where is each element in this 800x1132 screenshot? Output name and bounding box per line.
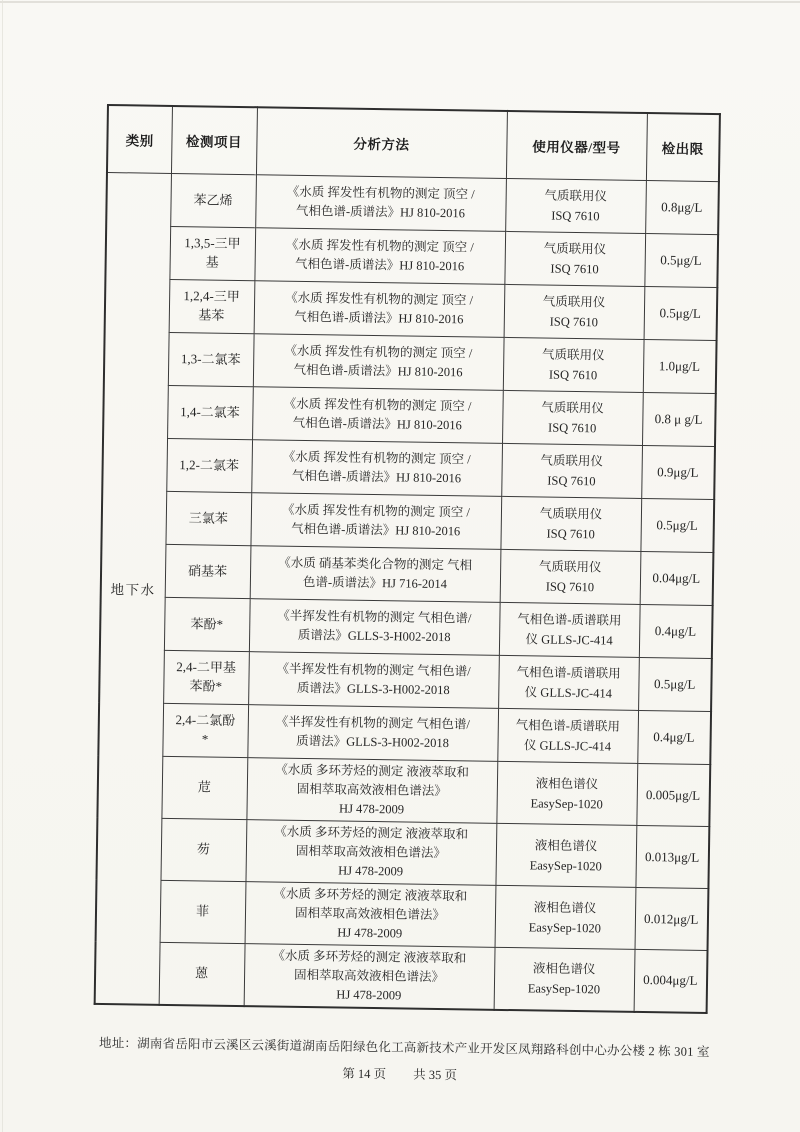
header-limit: 检出限 [646,113,720,182]
instrument-cell-line: ISQ 7610 [550,261,599,277]
method-cell-line: HJ 478-2009 [337,925,403,941]
table-row [101,490,714,552]
limit-cell: 0.8 μ g/L [642,392,716,446]
method-cell-line: 《水质 挥发性有机物的测定 顶空 / [286,184,475,202]
instrument-cell [501,443,642,498]
instrument-cell-line: 气质联用仪 [541,347,605,363]
item-cell [162,703,248,757]
method-cell-line: HJ 478-2009 [339,801,405,817]
instrument-cell-line: 气质联用仪 [539,506,603,522]
instrument-cell-line: ISQ 7610 [551,208,600,224]
item-cell [168,332,254,386]
item-cell [160,880,246,943]
method-cell [249,599,500,656]
method-cell-line: 质谱法》GLLS-3-H002-2018 [296,680,450,698]
item-cell-line: 基 [205,254,219,270]
instrument-cell-line: EasySep-1020 [529,857,602,873]
method-cell-line: 质谱法》GLLS-3-H002-2018 [297,627,451,645]
item-cell-line: 三氯苯 [188,509,228,526]
instrument-cell-line: EasySep-1020 [530,795,603,811]
table-row [101,543,714,605]
instrument-cell [494,947,635,1011]
footer-page [93,1059,707,1086]
footer-page-total: 共 35 页 [413,1067,458,1082]
instrument-cell-line: 气质联用仪 [543,241,607,257]
instrument-cell-line: ISQ 7610 [549,314,599,330]
method-cell-line: 《水质 挥发性有机物的测定 顶空 / [284,343,473,361]
instrument-cell [495,823,636,887]
instrument-cell [500,496,641,551]
footer-page-current: 第 14 页 [342,1066,387,1081]
method-cell-line: 《水质 多环芳烃的测定 液液萃取和 [273,886,468,904]
item-cell-line: 芴 [196,841,211,857]
instrument-cell-line: 气质联用仪 [544,188,608,204]
table-row [100,596,713,658]
method-cell-line: 气相色谱-质谱法》HJ 810-2016 [295,203,466,221]
detection-methods-table [94,104,721,1014]
instrument-cell [504,231,645,286]
scan-edge-top [0,1,800,3]
instrument-cell [497,708,638,763]
header-category: 类别 [107,105,172,173]
method-cell-line: 固相萃取高效液相色谱法》 [295,844,447,861]
table-row [102,437,715,499]
method-cell-line: 气相色谱-质谱法》HJ 810-2016 [292,415,462,433]
method-cell-line: 《半挥发性有机物的测定 气相色谱/ [276,661,471,679]
method-cell-line: 气相色谱-质谱法》HJ 810-2016 [291,521,461,539]
item-cell [164,597,250,651]
method-cell-line: 《水质 挥发性有机物的测定 顶空 / [282,449,471,467]
item-cell-line: 苊 [197,779,211,795]
limit-cell: 0.5μg/L [640,498,714,552]
item-cell-line: 2,4-二氯酚 [175,712,236,729]
document-sheet [93,104,721,1087]
item-cell-line: 蒽 [194,965,209,981]
method-cell-line: 《水质 多环芳烃的测定 液液萃取和 [274,824,469,842]
item-cell [166,438,252,492]
item-cell-line: 1,3-二氯苯 [180,350,241,367]
instrument-cell [498,655,639,710]
instrument-cell-line: 气相色谱-质谱联用 [515,718,621,734]
item-cell [160,818,246,881]
instrument-cell-line: EasySep-1020 [527,981,601,997]
limit-cell: 0.4μg/L [637,710,711,764]
item-cell [165,491,251,545]
item-cell [161,756,247,819]
instrument-cell [502,390,643,445]
item-cell-line: 1,4-二氯苯 [180,403,240,420]
instrument-cell-line: 仪 GLLS-JC-414 [524,685,612,701]
method-cell [255,175,506,232]
header-instrument: 使用仪器/型号 [506,111,647,181]
limit-cell: 0.012μg/L [635,887,709,950]
scan-edge-left [2,0,3,1132]
method-cell [245,820,496,886]
limit-cell: 0.9μg/L [641,445,715,499]
item-cell-line: 硝基苯 [187,562,228,579]
method-cell [250,546,501,603]
item-cell-line: 1,2,4-三甲 [183,288,240,305]
table-body [95,173,719,1013]
limit-cell: 0.013μg/L [635,825,709,888]
header-item: 检测项目 [171,106,257,175]
table-row [99,649,712,711]
method-cell-line: 气相色谱-质谱法》HJ 810-2016 [294,256,465,274]
method-cell-line: 《半挥发性有机物的测定 气相色谱/ [277,608,472,626]
method-cell [254,281,505,338]
item-cell-line: 菲 [195,903,210,919]
instrument-cell-line: 液相色谱仪 [532,961,596,977]
header-row [107,105,720,182]
method-cell-line: 固相萃取高效液相色谱法》 [296,782,447,799]
instrument-cell-line: 气质联用仪 [542,294,606,310]
item-cell-line: * [201,731,209,747]
method-cell [246,758,497,824]
instrument-cell-line: EasySep-1020 [528,919,602,935]
table-row [104,331,717,393]
table-row [105,226,718,288]
method-cell-line: 《水质 挥发性有机物的测定 顶空 / [281,502,471,520]
method-cell-line: HJ 478-2009 [338,863,404,879]
method-cell [253,334,504,391]
method-cell [247,705,498,762]
item-cell [159,942,245,1005]
method-cell-line: 《水质 硝基苯类化合物的测定 气相 [278,555,473,573]
table-row [95,941,708,1012]
item-cell [169,279,255,333]
instrument-cell-line: 气质联用仪 [541,400,604,416]
instrument-cell [500,549,641,604]
method-cell-line: 质谱法》GLLS-3-H002-2018 [296,733,450,751]
instrument-cell [496,761,637,825]
item-cell [167,385,253,439]
item-cell-line: 苯乙烯 [193,191,233,208]
instrument-cell-line: 仪 GLLS-JC-414 [523,738,612,754]
limit-cell: 0.04μg/L [640,551,714,605]
item-cell-line: 2,4-二甲基 [176,659,237,676]
limit-cell: 0.5μg/L [644,286,718,340]
instrument-cell-line: ISQ 7610 [545,579,595,595]
table-row [103,384,716,446]
limit-cell: 0.5μg/L [638,657,712,711]
table-row [105,278,718,340]
item-cell [170,173,256,227]
item-cell-line: 1,3,5-三甲 [184,235,241,252]
instrument-cell [495,885,636,949]
method-cell-line: 《水质 挥发性有机物的测定 顶空 / [285,290,474,308]
method-cell-line: 色谱-质谱法》HJ 716-2014 [302,574,448,592]
method-cell [248,652,499,709]
item-cell [169,226,255,280]
method-cell-line: 《半挥发性有机物的测定 气相色谱/ [275,714,470,732]
method-cell [254,228,505,285]
table-row [96,879,709,950]
method-cell-line: HJ 478-2009 [336,987,402,1003]
method-cell-line: 气相色谱-质谱法》HJ 810-2016 [294,309,464,327]
method-cell [250,493,501,550]
method-cell [245,882,496,948]
instrument-cell-line: 液相色谱仪 [533,899,597,915]
item-cell [163,650,249,704]
instrument-cell-line: ISQ 7610 [548,420,597,436]
method-cell [251,440,502,497]
instrument-cell [504,284,645,339]
table-row [106,173,719,235]
table-row [96,817,709,888]
method-cell-line: 气相色谱-质谱法》HJ 810-2016 [293,362,463,380]
method-cell-line: 固相萃取高效液相色谱法》 [293,967,445,984]
header-method: 分析方法 [256,107,507,178]
instrument-cell-line: ISQ 7610 [548,367,598,383]
table-row [98,702,711,764]
footer-address: 地址：湖南省岳阳市云溪区云溪街道湖南岳阳绿色化工高新技术产业开发区凤翔路科创中心办公楼 2 栋 301 室 [98,1035,710,1059]
item-cell-line: 1,2-二氯苯 [179,456,240,473]
instrument-cell [503,337,644,392]
method-cell-line: 《水质 多环芳烃的测定 液液萃取和 [275,762,470,780]
instrument-cell-line: 液相色谱仪 [534,837,598,853]
limit-cell: 0.8μg/L [645,181,719,235]
method-cell [244,944,495,1010]
instrument-cell [505,178,646,233]
item-cell-line: 基苯 [198,307,225,323]
category-cell: 地下水 [95,173,171,1005]
item-cell [165,544,251,598]
limit-cell: 0.4μg/L [639,604,713,658]
method-cell-line: 固相萃取高效液相色谱法》 [294,906,446,923]
item-cell-line: 苯酚* [189,678,223,694]
method-cell [252,387,503,444]
instrument-cell-line: 液相色谱仪 [535,775,599,791]
limit-cell: 0.005μg/L [636,763,710,826]
limit-cell: 0.5μg/L [644,233,718,287]
method-cell-line: 《水质 挥发性有机物的测定 顶空 / [283,396,472,414]
method-cell-line: 《水质 挥发性有机物的测定 顶空 / [285,237,474,255]
instrument-cell-line: ISQ 7610 [546,526,595,542]
instrument-cell-line: 仪 GLLS-JC-414 [525,632,613,648]
limit-cell: 1.0μg/L [643,339,717,393]
instrument-cell [499,602,640,657]
instrument-cell-line: 气质联用仪 [540,453,604,469]
limit-cell: 0.004μg/L [634,949,708,1012]
instrument-cell-line: 气相色谱-质谱联用 [516,665,621,681]
instrument-cell-line: ISQ 7610 [547,473,596,489]
method-cell-line: 《水质 多环芳烃的测定 液液萃取和 [272,948,467,966]
instrument-cell-line: 气质联用仪 [538,559,602,575]
item-cell-line: 苯酚* [190,615,224,632]
table-row [97,755,710,826]
method-cell-line: 气相色谱-质谱法》HJ 810-2016 [291,468,462,486]
instrument-cell-line: 气相色谱-质谱联用 [517,612,622,628]
